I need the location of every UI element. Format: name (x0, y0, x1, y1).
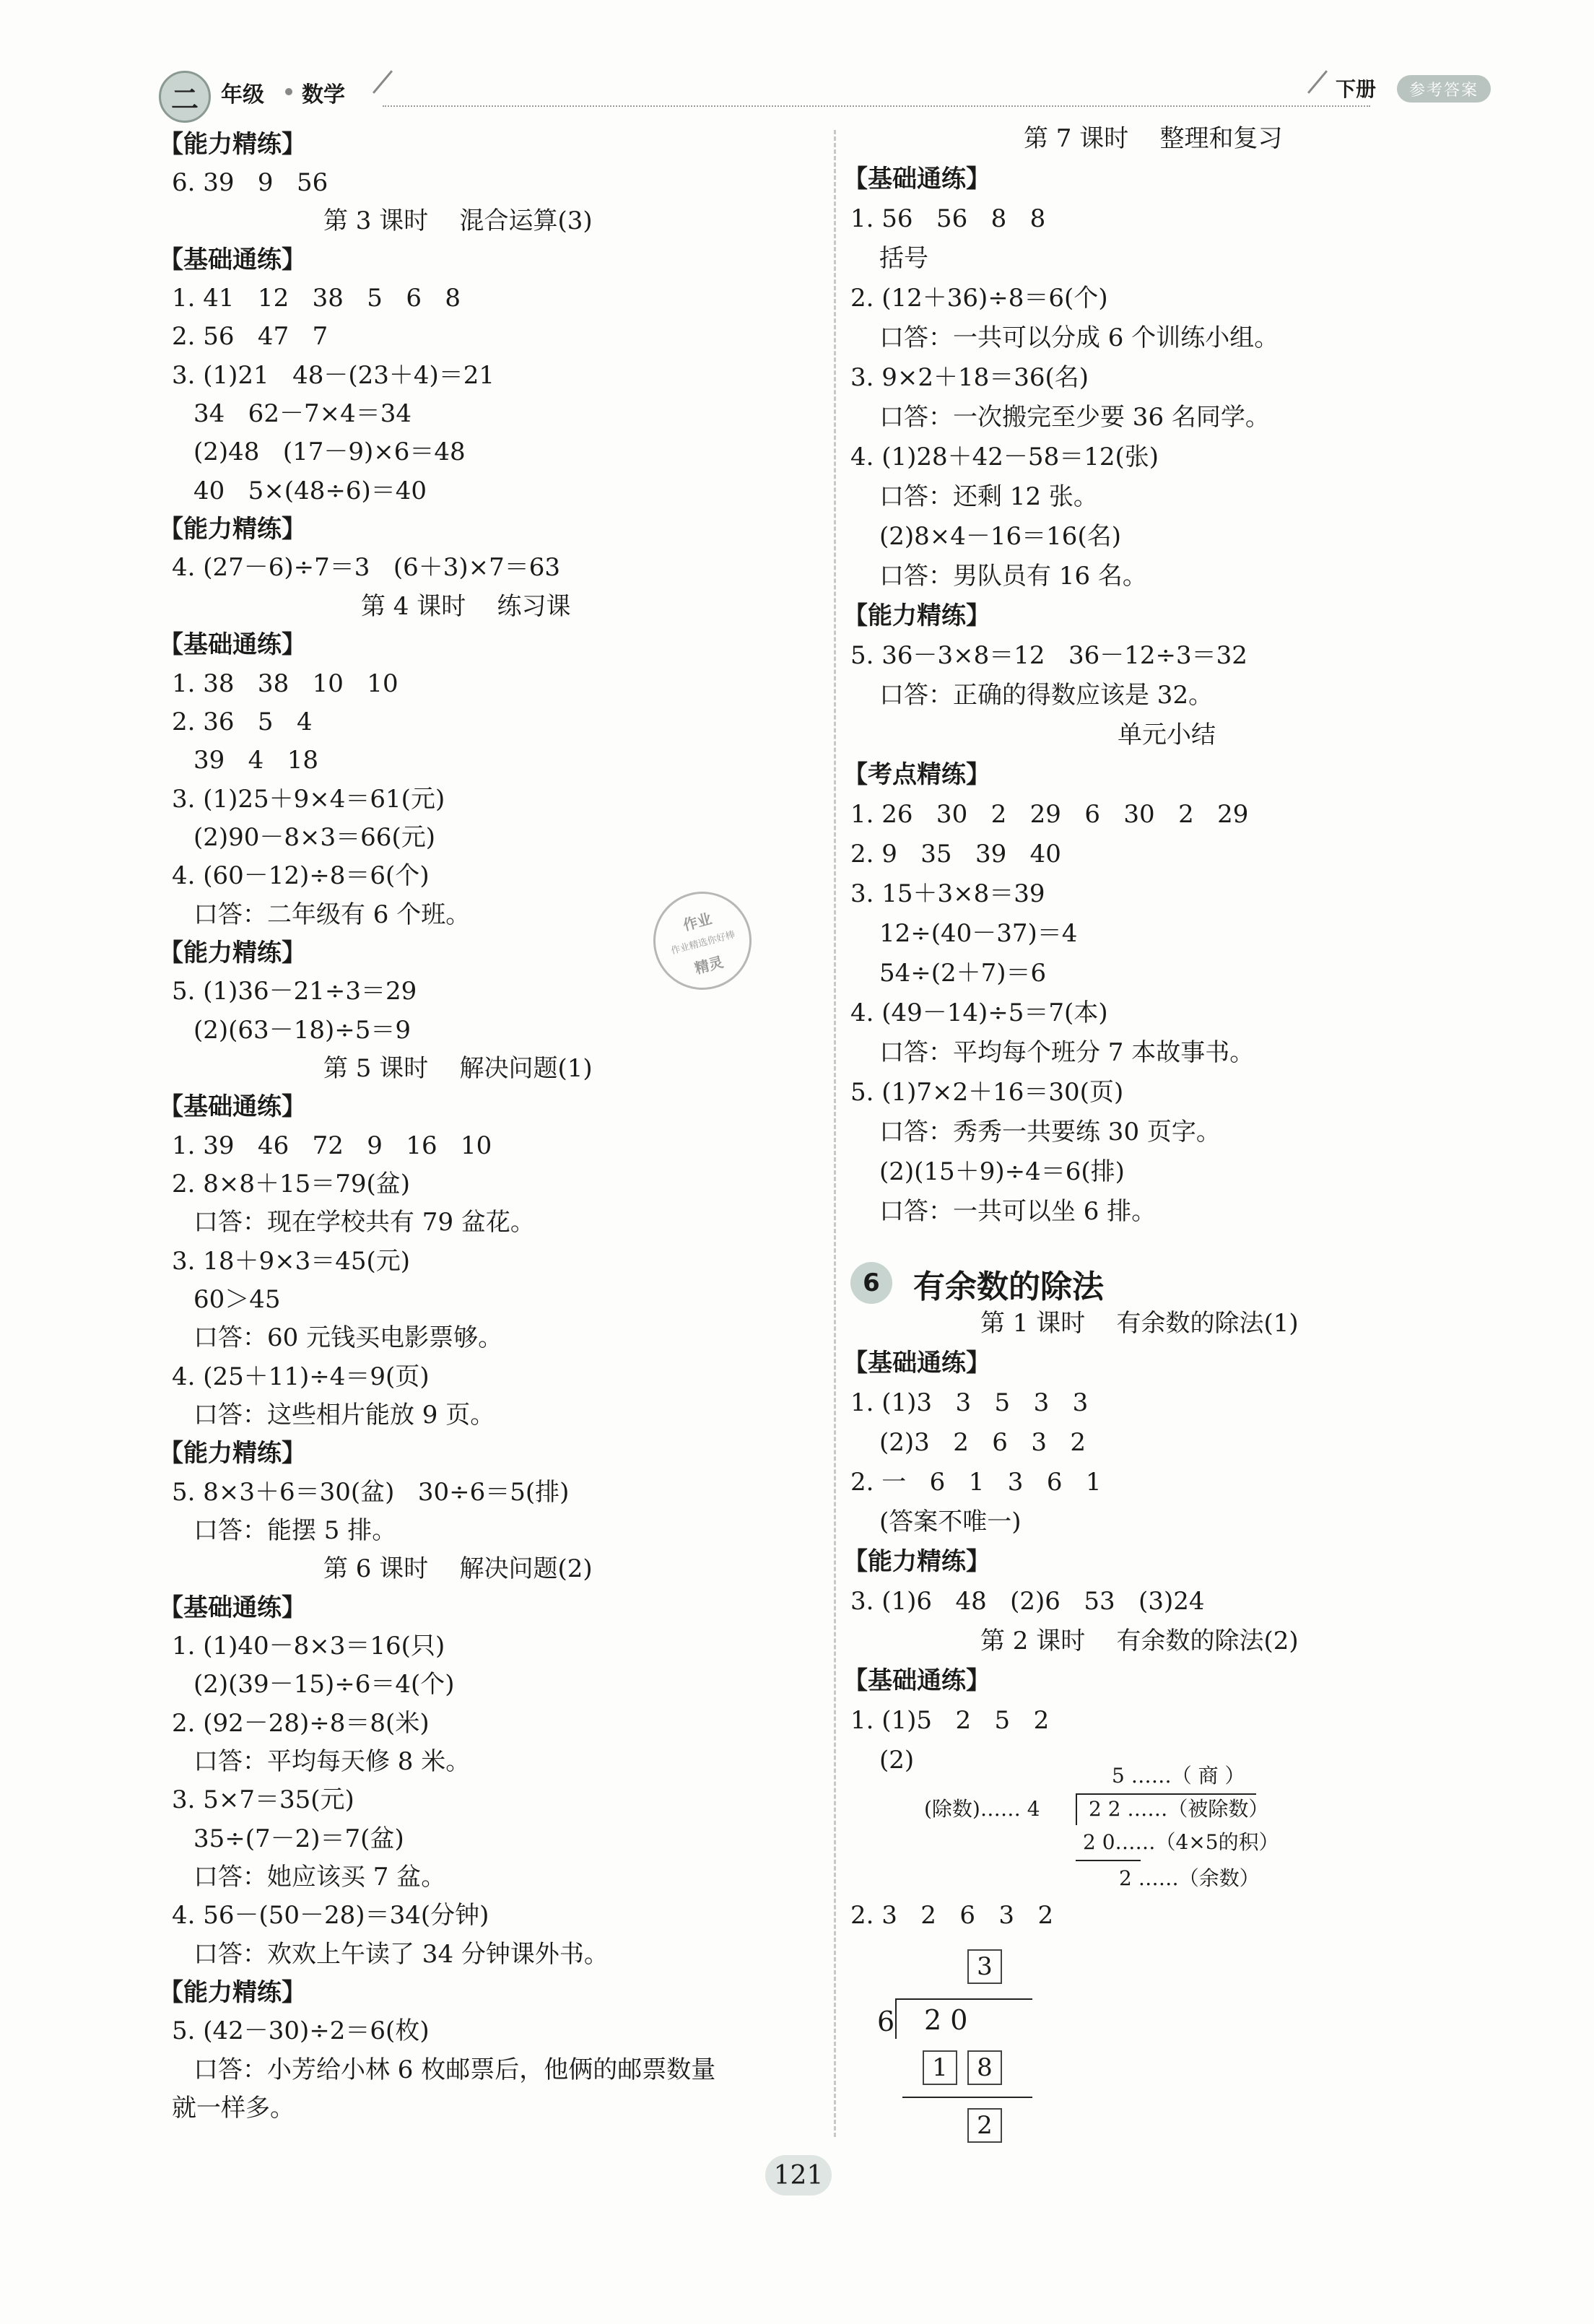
header-slash (373, 70, 393, 94)
answer-line: 口答：一共可以坐 6 排。 (879, 1197, 1157, 1226)
answer-line: 口答：男队员有 16 名。 (879, 562, 1147, 591)
section-label: 【基础通练】 (843, 165, 990, 193)
answer-line: 口答：秀秀一共要练 30 页字。 (879, 1118, 1221, 1146)
answer-line: (2)8×4－16＝16(名) (879, 522, 1121, 551)
lesson-title: 第 3 课时 混合运算(3) (323, 206, 593, 235)
section-label: 【基础通练】 (843, 1349, 990, 1378)
answer-line: (2)(39－15)÷6＝4(个) (193, 1670, 455, 1699)
answer-line: 3. 5×7＝35(元) (172, 1785, 354, 1814)
column-divider (834, 130, 836, 2137)
quotient-label: 5 ……（ 商 ） (1112, 1764, 1245, 1788)
answer-line: (2)(15＋9)÷4＝6(排) (879, 1157, 1125, 1186)
answer-line: 5. (1)36－21÷3＝29 (172, 977, 417, 1006)
answer-line: 口答：二年级有 6 个班。 (193, 900, 471, 929)
answer-line: 1. 56 56 8 8 (850, 204, 1046, 233)
answer-line: 5. 8×3＋6＝30(盆) 30÷6＝5(排) (172, 1478, 570, 1507)
product-box-2: 8 (967, 2050, 1002, 2085)
long-div-divisor: 6 (877, 2006, 895, 2037)
answer-line: 4. 56－(50－28)＝34(分钟) (172, 1901, 489, 1930)
answer-line: 1. (1)5 2 5 2 (850, 1706, 1050, 1735)
answer-line: 括号 (879, 244, 928, 273)
volume-label: 下册 (1336, 77, 1377, 101)
answer-line: 口答：她应该买 7 盆。 (193, 1863, 446, 1892)
answer-line: 口答：一共可以分成 6 个训练小组。 (879, 323, 1279, 352)
answer-line: 2. 一 6 1 3 6 1 (850, 1468, 1102, 1497)
answer-line: 3. 9×2＋18＝36(名) (850, 363, 1089, 392)
long-div-subtract-line (902, 2097, 1032, 2098)
header-slash (1307, 70, 1328, 94)
lesson-title: 第 4 课时 练习课 (361, 592, 571, 621)
answer-line: 34 62－7×4＝34 (193, 399, 411, 428)
section-label: 【能力精练】 (159, 1439, 306, 1468)
answer-line: 54÷(2＋7)＝6 (879, 959, 1047, 988)
answer-line: 39 4 18 (193, 746, 319, 775)
lesson-title: 第 7 课时 整理和复习 (1024, 124, 1283, 153)
answer-line: 口答：能摆 5 排。 (193, 1516, 397, 1545)
answer-line: 2. 56 47 7 (172, 322, 328, 351)
answer-line: 3. 15＋3×8＝39 (850, 879, 1045, 908)
answer-line: 6. 39 9 56 (172, 168, 328, 197)
answer-line: 2. 36 5 4 (172, 708, 313, 736)
section-label: 【能力精练】 (843, 1547, 990, 1576)
section-label: 【能力精练】 (159, 1978, 306, 2007)
header-dot (285, 88, 292, 95)
answer-line: 4. (60－12)÷8＝6(个) (172, 861, 430, 890)
answer-line: 3. 18＋9×3＝45(元) (172, 1247, 411, 1276)
answer-line: 2. (12＋36)÷8＝6(个) (850, 284, 1108, 313)
answer-line: 1. (1)40－8×3＝16(只) (172, 1632, 445, 1661)
quotient-box: 3 (967, 1949, 1002, 1984)
answer-line: 4. (27－6)÷7＝3 (6＋3)×7＝63 (172, 553, 561, 582)
answer-line: 40 5×(48÷6)＝40 (193, 476, 427, 505)
answer-line: 3. (1)6 48 (2)6 53 (3)24 (850, 1587, 1205, 1616)
answer-line: 4. (49－14)÷5＝7(本) (850, 998, 1108, 1027)
answer-line: 5. (42－30)÷2＝6(枚) (172, 2016, 430, 2045)
answer-line: 3. (1)25＋9×4＝61(元) (172, 785, 445, 814)
answer-line: 口答：欢欢上午读了 34 分钟课外书。 (193, 1940, 609, 1969)
subject-label: 数学 (302, 82, 345, 108)
answer-line: 口答：小芳给小林 6 枚邮票后，他俩的邮票数量 (193, 2055, 716, 2084)
section-label: 【能力精练】 (159, 515, 306, 544)
answer-line: (2)(63－18)÷5＝9 (193, 1016, 411, 1045)
long-div-dividend: 2 0 (924, 2004, 968, 2036)
answer-line: 4. (1)28＋42－58＝12(张) (850, 443, 1159, 471)
section-label: 【能力精练】 (159, 939, 306, 967)
answer-tag: 参考答案 (1397, 75, 1491, 103)
answer-line: 12÷(40－37)＝4 (879, 919, 1078, 948)
unit-number-badge: 6 (850, 1262, 892, 1304)
long-div-top-line (895, 1998, 1032, 2000)
header-rule (383, 105, 1370, 107)
section-label: 【考点精练】 (843, 760, 990, 789)
unit-title: 有余数的除法 (913, 1268, 1104, 1305)
lesson-title: 第 6 课时 解决问题(2) (323, 1554, 593, 1583)
answer-line: 1. 26 30 2 29 6 30 2 29 (850, 800, 1249, 829)
page-number: 121 (765, 2155, 832, 2195)
answer-line: (2)3 2 6 3 2 (879, 1428, 1086, 1457)
answer-line: 就一样多。 (172, 2094, 295, 2123)
answer-line: 5. 36－3×8＝12 36－12÷3＝32 (850, 641, 1247, 670)
answer-line: (2) (879, 1746, 915, 1775)
answer-line: (2)90－8×3＝66(元) (193, 823, 435, 852)
answer-line: 1. (1)3 3 5 3 3 (850, 1388, 1089, 1417)
remainder-box: 2 (967, 2108, 1002, 2143)
grade-label: 年级 (221, 82, 264, 108)
section-label: 【基础通练】 (159, 1092, 306, 1121)
answer-line: 口答：60 元钱买电影票够。 (193, 1323, 503, 1352)
lesson-title: 第 5 课时 解决问题(1) (323, 1054, 593, 1083)
answer-line: (2)48 (17－9)×6＝48 (193, 438, 466, 466)
grade-badge: 二 (159, 71, 211, 123)
answer-line: 3. (1)21 48－(23＋4)＝21 (172, 361, 495, 390)
product-box-1: 1 (923, 2050, 957, 2085)
answer-line: 2. 3 2 6 3 2 (850, 1901, 1054, 1930)
answer-line: 2. 9 35 39 40 (850, 840, 1061, 869)
section-label: 【基础通练】 (159, 630, 306, 659)
answer-line: 35÷(7－2)＝7(盆) (193, 1824, 404, 1853)
lesson-title: 第 1 课时 有余数的除法(1) (980, 1309, 1299, 1338)
answer-line: 口答：现在学校共有 79 盆花。 (193, 1208, 535, 1237)
long-div-side-line (895, 1998, 897, 2039)
dividend-label: 2 2 ……（被除数） (1089, 1797, 1269, 1821)
answer-line: 2. (92－28)÷8＝8(米) (172, 1709, 430, 1738)
remainder-label: 2 ……（余数） (1119, 1866, 1260, 1890)
answer-line: 口答：平均每个班分 7 本故事书。 (879, 1038, 1255, 1067)
answer-line: 1. 41 12 38 5 6 8 (172, 284, 461, 313)
answer-line: 4. (25＋11)÷4＝9(页) (172, 1362, 430, 1391)
answer-line: 口答：一次搬完至少要 36 名同学。 (879, 403, 1270, 432)
answer-line: 口答：这些相片能放 9 页。 (193, 1401, 495, 1429)
answer-line: (答案不唯一) (879, 1507, 1022, 1536)
product-label: 2 0……（4×5的积） (1083, 1830, 1279, 1854)
division-subtract-line (1076, 1860, 1141, 1861)
answer-line: 5. (1)7×2＋16＝30(页) (850, 1078, 1124, 1107)
answer-line: 2. 8×8＋15＝79(盆) (172, 1170, 411, 1198)
answer-line: 口答：还剩 12 张。 (879, 482, 1098, 511)
section-label: 【基础通练】 (159, 245, 306, 274)
answer-line: 1. 39 46 72 9 16 10 (172, 1131, 492, 1160)
homework-stamp: 作业 作业精选你好棒 精灵 (643, 881, 763, 1001)
section-label: 【基础通练】 (159, 1593, 306, 1622)
section-label: 【能力精练】 (843, 601, 990, 630)
division-bracket-side (1076, 1793, 1077, 1825)
answer-line: 60＞45 (193, 1285, 281, 1314)
section-label: 【能力精练】 (159, 130, 306, 159)
lesson-title: 第 2 课时 有余数的除法(2) (980, 1627, 1299, 1655)
section-label: 【基础通练】 (843, 1666, 990, 1695)
answer-line: 口答：平均每天修 8 米。 (193, 1747, 471, 1776)
divisor-label: (除数)…… 4 (924, 1797, 1040, 1821)
answer-line: 1. 38 38 10 10 (172, 669, 398, 698)
lesson-title: 单元小结 (1118, 721, 1216, 749)
answer-line: 口答：正确的得数应该是 32。 (879, 681, 1214, 710)
